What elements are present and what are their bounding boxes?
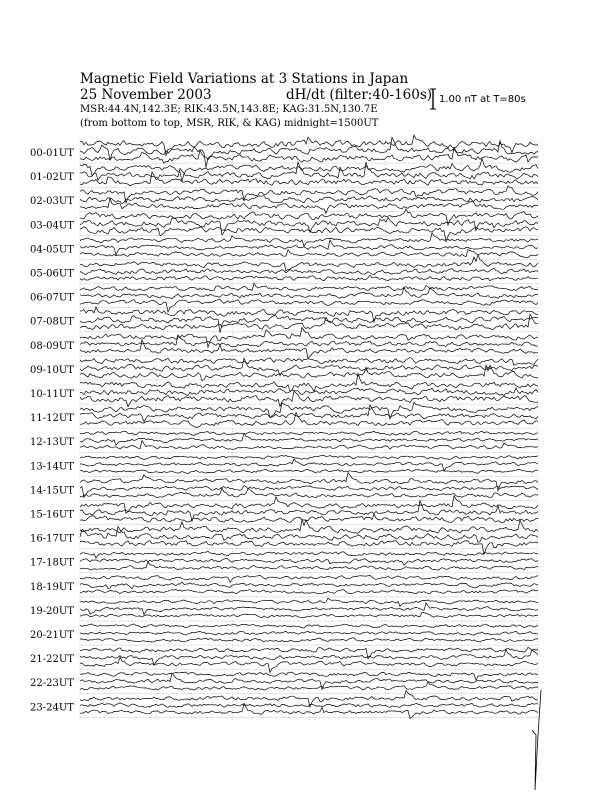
station-coordinates: MSR:44.4N,142.3E; RIK:43.5N,143.8E; KAG:31.5N,130.7E: [80, 104, 378, 115]
row-label: 23-24UT: [30, 702, 74, 714]
row-label: 07-08UT: [30, 316, 74, 328]
trace-rik: [80, 558, 538, 565]
row-label: 00-01UT: [30, 148, 74, 159]
scale-label: 1.00 nT at T=80s: [439, 94, 526, 105]
row-label: 21-22UT: [30, 654, 74, 666]
row-label: 19-20UT: [30, 605, 74, 617]
row-label: 20-21UT: [30, 630, 74, 641]
row-label: 04-05UT: [30, 244, 74, 256]
row-label: 03-04UT: [30, 220, 74, 232]
row-label: 16-17UT: [30, 533, 74, 545]
trace-rik: [80, 316, 538, 333]
trace-kag: [80, 159, 538, 182]
trace-msr: [80, 365, 538, 380]
row-label: 02-03UT: [30, 196, 74, 208]
row-label: 17-18UT: [30, 557, 74, 569]
row-label: 05-06UT: [30, 268, 74, 280]
chart-quantity: dH/dt (filter:40-160s): [286, 87, 433, 103]
trace-kag: [80, 473, 538, 491]
trace-kag: [80, 672, 538, 680]
row-label: 08-09UT: [30, 340, 74, 352]
row-label: 06-07UT: [30, 292, 74, 304]
trace-rik: [80, 673, 538, 689]
trace-rik: [80, 631, 538, 635]
row-label: 14-15UT: [30, 485, 74, 497]
row-label: 01-02UT: [30, 172, 74, 184]
row-label: 11-12UT: [30, 413, 74, 425]
trace-msr: [80, 440, 538, 449]
row-label: 22-23UT: [30, 678, 74, 690]
trace-rik: [80, 358, 538, 375]
scale-bar-icon: [429, 88, 437, 110]
grid: [80, 140, 538, 722]
trace-kag: [80, 358, 538, 366]
row-label: 12-13UT: [30, 437, 74, 449]
trace-kag: [80, 496, 538, 514]
row-label: 15-16UT: [30, 509, 74, 521]
station-order-note: (from bottom to top, MSR, RIK, & KAG) midnight=1500UT: [80, 118, 379, 129]
chart-date: 25 November 2003: [80, 87, 212, 103]
trace-kag: [80, 373, 538, 391]
trace-msr: [80, 250, 538, 258]
row-label: 09-10UT: [30, 364, 74, 376]
chart-title: Magnetic Field Variations at 3 Stations in Japan: [80, 71, 409, 87]
trace-msr: [80, 469, 538, 473]
row-label: 18-19UT: [30, 581, 74, 593]
trace-spike: [532, 690, 541, 790]
row-label: 13-14UT: [30, 461, 74, 473]
row-label: 10-11UT: [30, 389, 74, 400]
